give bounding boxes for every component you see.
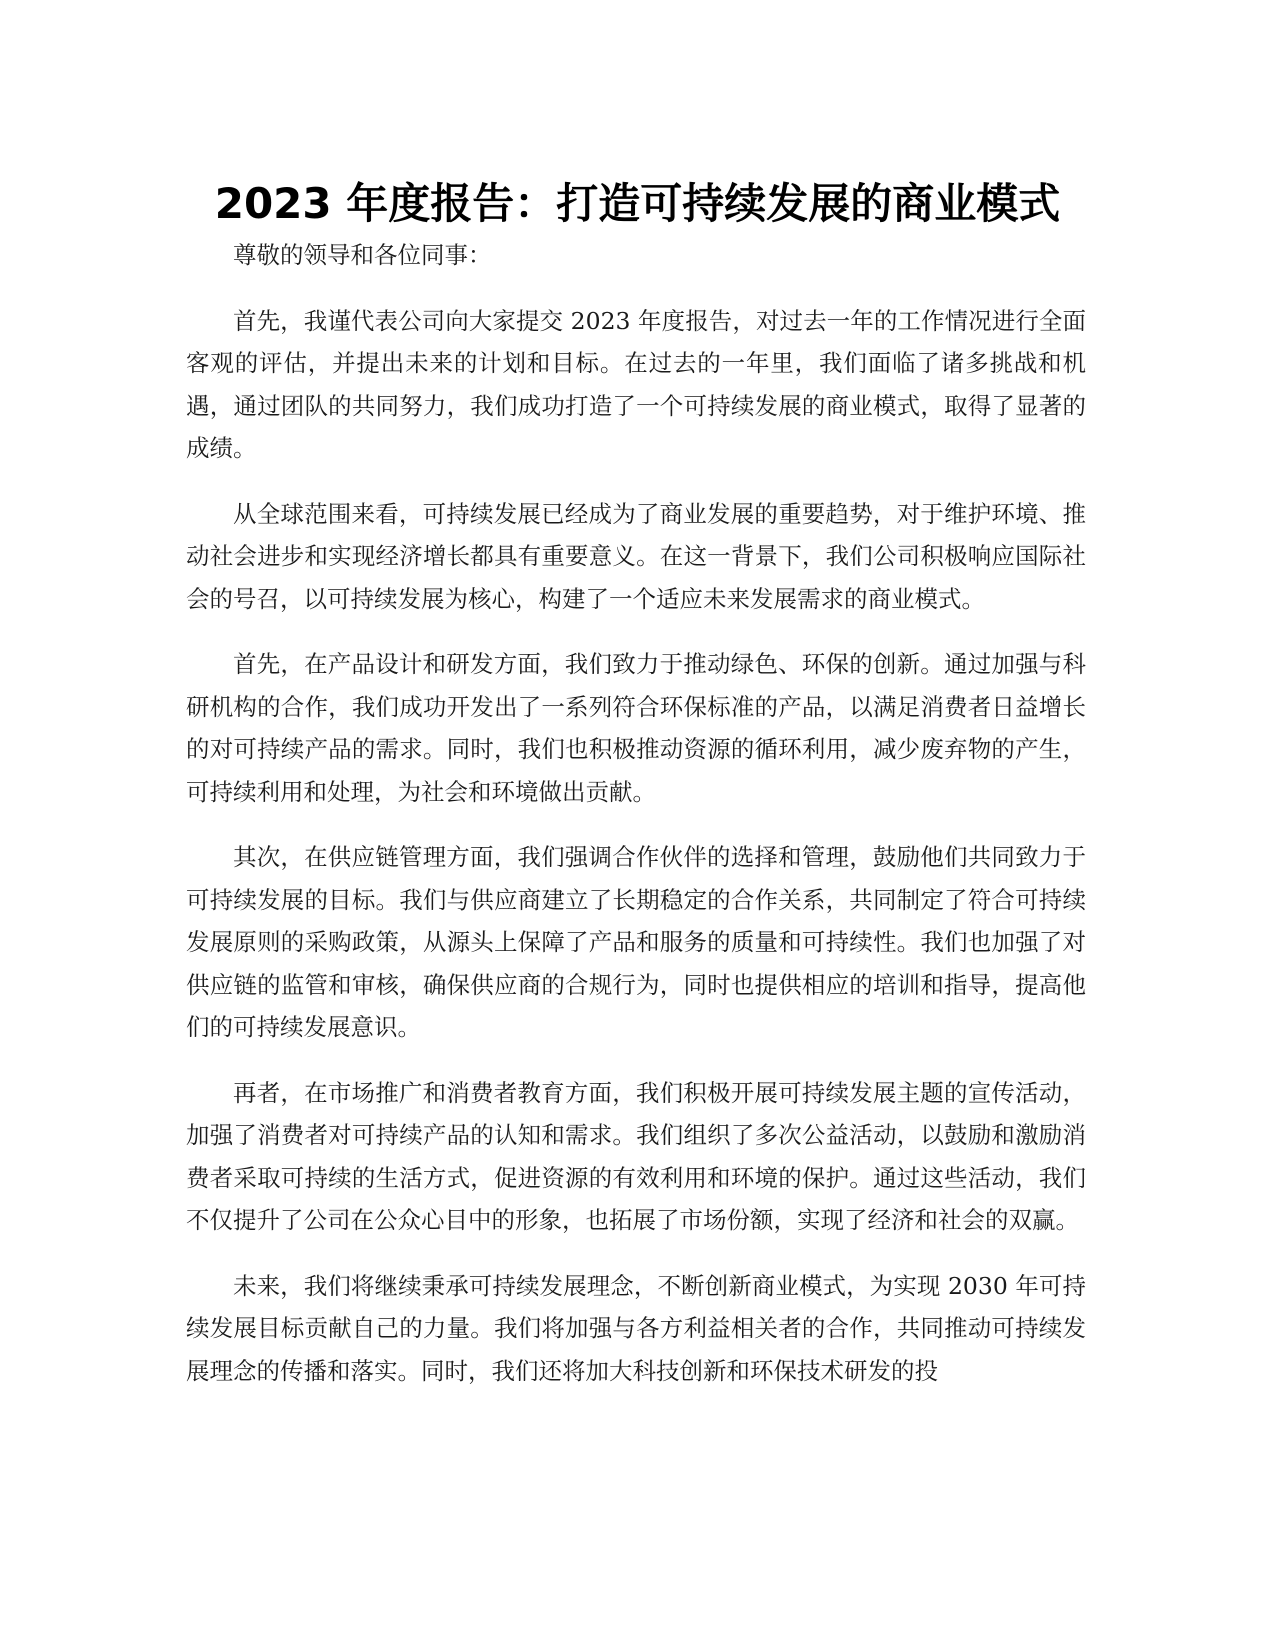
document-title: 2023 年度报告：打造可持续发展的商业模式 xyxy=(214,179,1061,229)
paragraph-1: 首先，我谨代表公司向大家提交 2023 年度报告，对过去一年的工作情况进行全面客观的评估，并提出未来的计划和目标。在过去的一年里，我们面临了诸多挑战和机遇，通过团队的共同努力，我们成功打造了一个可持续发展的商业模式，取得了显著的成绩。 xyxy=(186,306,1086,462)
salutation: 尊敬的领导和各位同事： xyxy=(233,241,492,269)
paragraph-2: 从全球范围来看，可持续发展已经成为了商业发展的重要趋势，对于维护环境、推动社会进步和实现经济增长都具有重要意义。在这一背景下，我们公司积极响应国际社会的号召，以可持续发展为核心，构建了一个适应未来发展需求的商业模式。 xyxy=(186,499,1086,613)
paragraph-5: 再者，在市场推广和消费者教育方面，我们积极开展可持续发展主题的宣传活动，加强了消费者对可持续产品的认知和需求。我们组织了多次公益活动，以鼓励和激励消费者采取可持续的生活方式，促进资源的有效利用和环境的保护。通过这些活动，我们不仅提升了公司在公众心目中的形象，也拓展了市场份额，实现了经济和社会的双赢。 xyxy=(186,1078,1086,1234)
paragraph-6: 未来，我们将继续秉承可持续发展理念，不断创新商业模式，为实现 2030 年可持续发展目标贡献自己的力量。我们将加强与各方利益相关者的合作，共同推动可持续发展理念的传播和落实。同时，我们还将加大科技创新和环保技术研发的投 xyxy=(186,1271,1086,1385)
document-body xyxy=(186,234,1086,1415)
paragraph-4: 其次，在供应链管理方面，我们强调合作伙伴的选择和管理，鼓励他们共同致力于可持续发展的目标。我们与供应商建立了长期稳定的合作关系，共同制定了符合可持续发展原则的采购政策，从源头上保障了产品和服务的质量和可持续性。我们也加强了对供应链的监管和审核，确保供应商的合规行为，同时也提供相应的培训和指导，提高他们的可持续发展意识。 xyxy=(186,843,1086,1041)
paragraph-3: 首先，在产品设计和研发方面，我们致力于推动绿色、环保的创新。通过加强与科研机构的合作，我们成功开发出了一系列符合环保标准的产品，以满足消费者日益增长的对可持续产品的需求。同时，我们也积极推动资源的循环利用，减少废弃物的产生，可持续利用和处理，为社会和环境做出贡献。 xyxy=(186,650,1086,806)
